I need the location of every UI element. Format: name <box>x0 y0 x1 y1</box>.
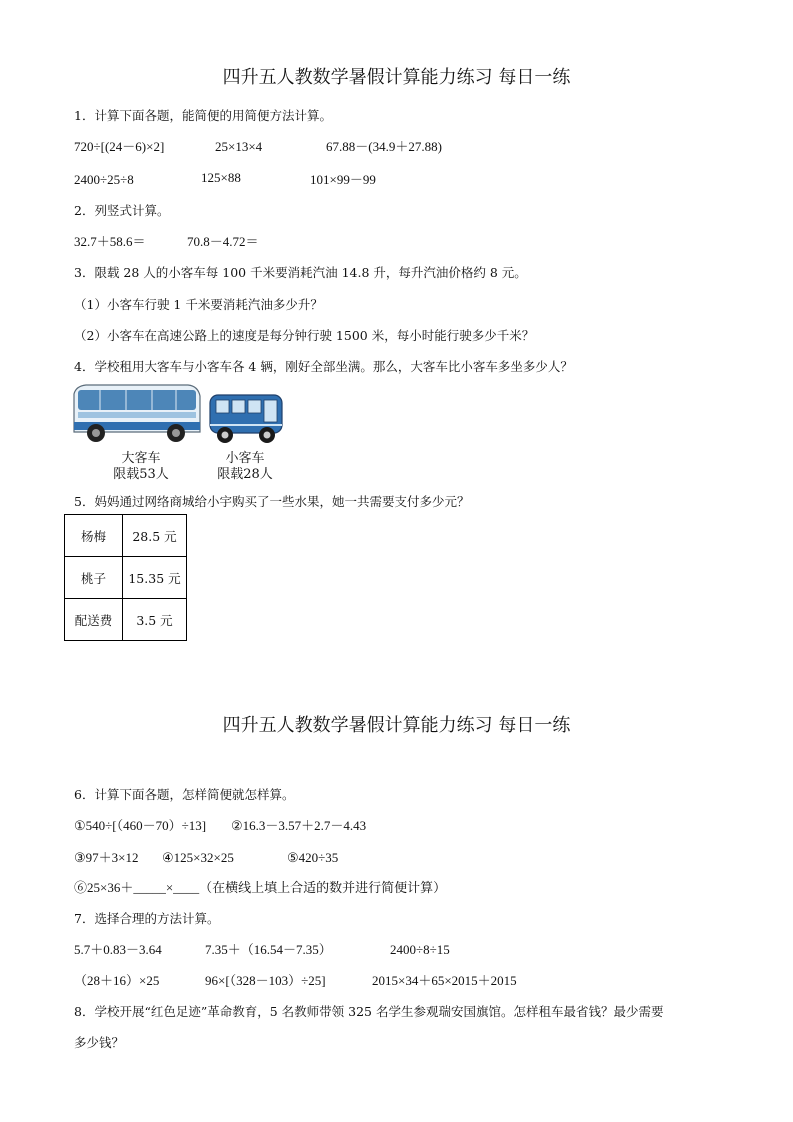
q1-expression-1: 720÷[(24－6)×2] <box>74 139 165 154</box>
question-1-text: 1．计算下面各题，能简便的用简便方法计算。 <box>74 108 332 123</box>
q7-expression-6: 2015×34＋65×2015＋2015 <box>372 973 517 988</box>
fruit-price-table <box>64 514 187 641</box>
q1-expression-6: 101×99－99 <box>310 172 376 187</box>
q7-expression-3: 2400÷8÷15 <box>390 942 450 957</box>
question-2-text: 2．列竖式计算。 <box>74 203 170 218</box>
question-3-sub-2: （2）小客车在高速公路上的速度是每分钟行驶 1500 米，每小时能行驶多少千米？ <box>74 328 535 343</box>
question-4-text: 4．学校租用大客车与小客车各 4 辆，刚好全部坐满。那么，大客车比小客车多坐多少人？ <box>74 359 573 374</box>
q6-expression-5: ⑤420÷35 <box>287 850 339 865</box>
table-cell-item: 桃子 <box>65 557 123 599</box>
page-title-2: 四升五人教数学暑假计算能力练习 每日一练 <box>222 715 571 736</box>
small-bus-label: 小客车 <box>225 451 265 466</box>
question-8-text-continued: 多少钱？ <box>74 1035 125 1050</box>
q7-expression-2: 7.35＋（16.54－7.35） <box>205 942 332 957</box>
q2-expression-1: 32.7＋58.6＝ <box>74 234 146 249</box>
question-3-text: 3．限载 28 人的小客车每 100 千米要消耗汽油 14.8 升，每升汽油价格约 8 元。 <box>74 265 527 280</box>
question-8-text: 8．学校开展“红色足迹”革命教育，5 名教师带领 325 名学生参观瑞安国旗馆。怎样租车最省钱？最少需要 <box>74 1004 664 1019</box>
table-cell-item: 配送费 <box>65 599 123 641</box>
small-bus-image <box>207 392 285 446</box>
q1-expression-5: 125×88 <box>201 170 241 185</box>
q1-expression-2: 25×13×4 <box>215 139 263 154</box>
q1-expression-4: 2400÷25÷8 <box>74 172 134 187</box>
table-row <box>65 599 187 641</box>
question-3-sub-1: （1）小客车行驶 1 千米要消耗汽油多少升？ <box>74 297 323 312</box>
page-title: 四升五人教数学暑假计算能力练习 每日一练 <box>222 67 571 88</box>
question-5-text: 5．妈妈通过网络商城给小宇购买了一些水果，她一共需要支付多少元？ <box>74 494 470 509</box>
q6-expression-3: ③97＋3×12 <box>74 850 139 865</box>
small-bus-capacity: 限载28人 <box>217 467 273 482</box>
table-cell-price: 3.5 元 <box>123 599 187 641</box>
table-cell-price: 15.35 元 <box>123 557 187 599</box>
q7-expression-5: 96×[（328－103）÷25] <box>205 973 326 988</box>
q7-expression-1: 5.7＋0.83－3.64 <box>74 942 162 957</box>
q6-expression-6: ⑥25×36＋_____×____（在横线上填上合适的数并进行简便计算） <box>74 880 447 895</box>
table-cell-item: 杨梅 <box>65 515 123 557</box>
q6-expression-2: ②16.3－3.57＋2.7－4.43 <box>231 818 367 833</box>
q6-expression-4: ④125×32×25 <box>162 850 234 865</box>
table-row <box>65 557 187 599</box>
q2-expression-2: 70.8－4.72＝ <box>187 234 259 249</box>
question-6-text: 6．计算下面各题，怎样简便就怎样算。 <box>74 787 295 802</box>
q7-expression-4: （28＋16）×25 <box>74 973 160 988</box>
big-bus-label: 大客车 <box>121 451 161 466</box>
question-7-text: 7．选择合理的方法计算。 <box>74 911 220 926</box>
table-cell-price: 28.5 元 <box>123 515 187 557</box>
big-bus-image <box>70 382 202 446</box>
big-bus-capacity: 限载53人 <box>113 467 169 482</box>
q6-expression-1: ①540÷[（460－70）÷13] <box>74 818 207 833</box>
table-row <box>65 515 187 557</box>
q1-expression-3: 67.88－(34.9＋27.88) <box>326 139 442 154</box>
